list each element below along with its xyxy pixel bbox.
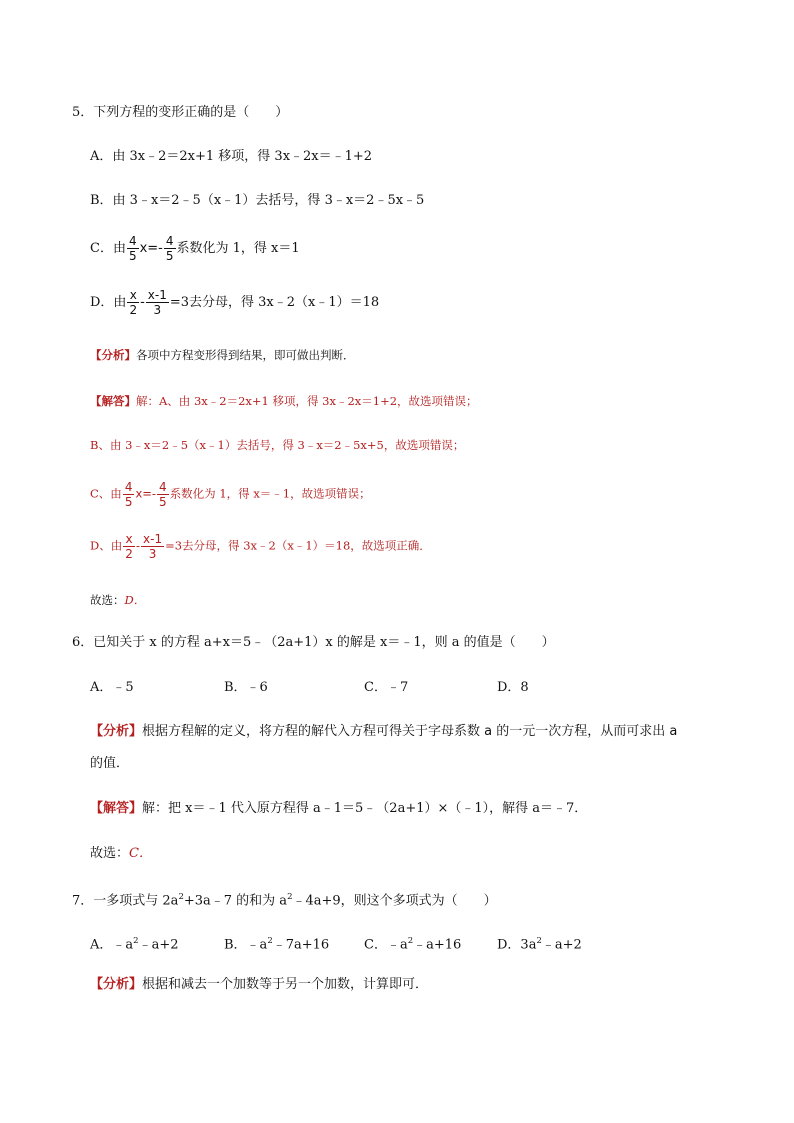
q6-answer xyxy=(90,800,587,818)
superscript: 2 xyxy=(178,892,184,902)
q7-stem xyxy=(72,888,497,910)
superscript: 2 xyxy=(267,936,273,946)
q5-option-d xyxy=(90,288,379,317)
analysis-tag: 【分析】 xyxy=(90,348,136,362)
q6-option-d: D．8 xyxy=(497,680,529,695)
fraction-denominator: 5 xyxy=(128,249,137,263)
superscript: 2 xyxy=(287,892,293,902)
q5-option-a: A．由 3x﹣2＝2x+1 移项，得 3x﹣2x＝﹣1+2 xyxy=(90,149,373,164)
fraction-denominator: 2 xyxy=(129,303,138,317)
choice-answer: C． xyxy=(129,846,152,861)
q5-stem: 5．下列方程的变形正确的是（ ） xyxy=(72,105,289,120)
analysis-tag: 【分析】 xyxy=(90,724,143,739)
superscript: 2 xyxy=(133,936,139,946)
fraction-denominator: 3 xyxy=(148,547,157,561)
option-prefix: C．﹣a xyxy=(364,937,408,953)
fraction-numerator: 4 xyxy=(159,480,167,494)
q6-option-b: B．﹣6 xyxy=(224,680,268,695)
q6-option-c: C．﹣7 xyxy=(364,680,409,695)
q5-answer-line-d xyxy=(90,532,431,561)
fraction-numerator: 4 xyxy=(128,234,137,248)
q5-option-c-fraction-2 xyxy=(164,234,176,263)
superscript: 2 xyxy=(407,936,414,946)
q5-option-d-middle: - xyxy=(140,295,145,310)
analysis-text: 根据和减去一个加数等于另一个加数，计算即可． xyxy=(142,977,429,992)
q7-stem-suffix: ﹣4a+9，则这个多项式为（ ） xyxy=(292,893,497,909)
superscript: 2 xyxy=(536,936,542,946)
answer-c-fraction-2 xyxy=(157,480,169,509)
q5-option-c-fraction-1 xyxy=(127,234,139,263)
q5-analysis xyxy=(90,346,355,364)
q6-analysis-line-2: 的值． xyxy=(90,756,130,771)
q7-option-b xyxy=(224,932,329,954)
option-suffix: ﹣a+2 xyxy=(138,937,179,953)
answer-text: 解：把 x＝﹣1 代入原方程得 a﹣1＝5﹣（2a+1）×（﹣1），解得 a＝﹣7． xyxy=(142,801,588,816)
q6-options-row xyxy=(0,679,794,697)
option-suffix: ﹣7a+16 xyxy=(272,937,330,953)
fraction-denominator: 2 xyxy=(125,547,133,561)
answer-c-prefix: C、由 xyxy=(90,486,122,501)
fraction-numerator: 4 xyxy=(165,234,174,248)
answer-c-middle: x=- xyxy=(135,486,157,501)
fraction-numerator: x-1 xyxy=(147,288,167,302)
q7-stem-prefix: 7．一多项式与 2a xyxy=(72,893,179,909)
answer-d-fraction-2 xyxy=(141,532,164,561)
q5-answer-line-c xyxy=(90,480,371,509)
q7-stem-middle: +3a﹣7 的和为 a xyxy=(183,893,288,909)
q5-answer-line-a xyxy=(90,392,478,410)
answer-d-middle: - xyxy=(135,538,141,553)
answer-d-suffix: =3去分母，得 3x﹣2（x﹣1）＝18，故选项正确． xyxy=(165,538,431,553)
q5-option-d-suffix: =3去分母，得 3x﹣2（x﹣1）＝18 xyxy=(169,295,380,310)
fraction-numerator: x-1 xyxy=(143,532,163,546)
answer-tag: 【解答】 xyxy=(90,394,136,408)
q5-option-c-middle: x=- xyxy=(139,241,163,256)
q5-answer-line-b: B、由 3﹣x＝2﹣5（x﹣1）去括号，得 3﹣x＝2﹣5x+5，故选项错误； xyxy=(90,438,465,452)
option-prefix: D．3a xyxy=(497,937,537,953)
q5-option-c-suffix: 系数化为 1，得 x＝1 xyxy=(176,241,300,256)
answer-c-suffix: 系数化为 1，得 x＝﹣1，故选项错误； xyxy=(169,486,371,501)
q6-stem: 6．已知关于 x 的方程 a+x＝5﹣（2a+1）x 的解是 x＝﹣1，则 a 的值是（ ） xyxy=(72,635,555,650)
q5-option-c xyxy=(90,234,300,263)
q5-option-d-prefix: D．由 xyxy=(90,295,127,310)
q7-analysis xyxy=(90,976,428,994)
q7-options-row xyxy=(0,932,794,953)
fraction-denominator: 5 xyxy=(124,495,133,509)
answer-d-fraction-1 xyxy=(123,532,135,561)
q7-option-a xyxy=(90,932,178,954)
choice-label: 故选： xyxy=(90,846,130,861)
fraction-denominator: 3 xyxy=(153,303,162,317)
fraction-numerator: x xyxy=(127,288,139,303)
option-suffix: ﹣a+2 xyxy=(541,937,582,953)
fraction-denominator: 5 xyxy=(159,495,167,509)
fraction-numerator: 4 xyxy=(124,480,133,494)
q5-choice xyxy=(90,591,145,609)
answer-c-fraction-1 xyxy=(123,480,135,509)
fraction-denominator: 5 xyxy=(165,249,174,263)
q6-option-a: A．﹣5 xyxy=(90,680,134,695)
analysis-tag: 【分析】 xyxy=(90,977,143,992)
option-prefix: B．﹣a xyxy=(224,937,268,953)
q7-option-c xyxy=(364,932,461,954)
answer-text: 解：A、由 3x﹣2＝2x+1 移项，得 3x﹣2x＝1+2，故选项错误； xyxy=(136,394,478,408)
fraction-numerator: x xyxy=(123,532,135,547)
q6-choice xyxy=(90,845,152,863)
q5-option-d-fraction-2 xyxy=(146,288,169,317)
option-suffix: ﹣a+16 xyxy=(413,937,462,953)
q5-option-d-fraction-1 xyxy=(127,288,139,317)
q5-option-c-prefix: C．由 xyxy=(90,241,126,256)
analysis-text: 各项中方程变形得到结果，即可做出判断． xyxy=(136,348,355,362)
q5-option-b: B．由 3﹣x＝2﹣5（x﹣1）去括号，得 3﹣x＝2﹣5x﹣5 xyxy=(90,193,425,208)
answer-d-prefix: D、由 xyxy=(90,538,123,553)
option-prefix: A．﹣a xyxy=(90,937,134,953)
choice-answer: D． xyxy=(124,593,146,607)
answer-tag: 【解答】 xyxy=(90,801,143,816)
analysis-text: 根据方程解的定义，将方程的解代入方程可得关于字母系数 a 的一元一次方程，从而可求出 a xyxy=(142,724,678,739)
q6-analysis-line-1 xyxy=(90,723,677,741)
choice-label: 故选： xyxy=(90,593,125,607)
q7-option-d xyxy=(497,932,582,954)
